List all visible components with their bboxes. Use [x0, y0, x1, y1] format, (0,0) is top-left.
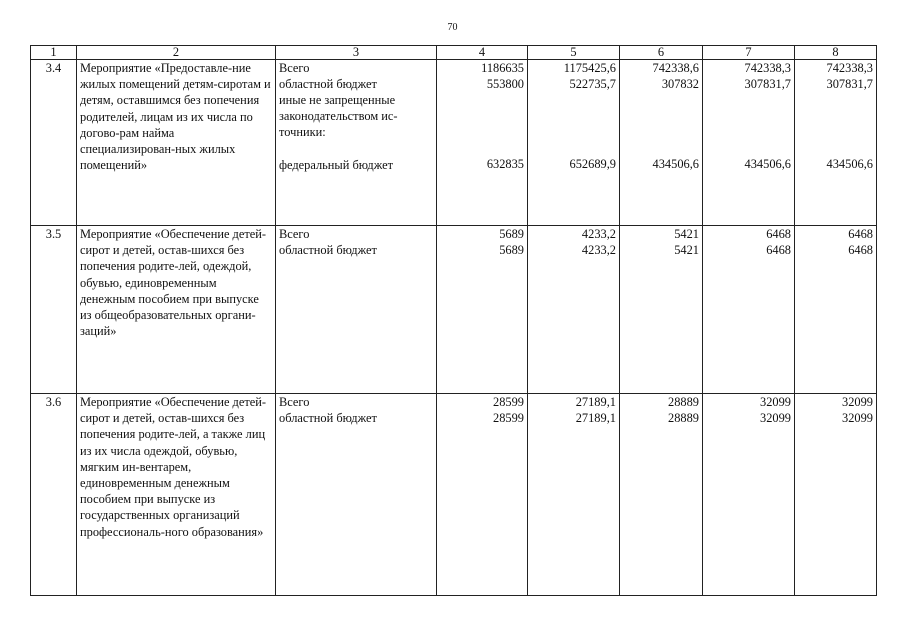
source-label: федеральный бюджет [279, 157, 394, 172]
value-cell: 6468 6468 [795, 226, 877, 394]
budget-table [30, 45, 877, 596]
source-label: областной бюджет [279, 77, 377, 91]
row-number: 3.6 [31, 394, 77, 596]
value-cell: 1186635 553800 632835 [437, 60, 528, 226]
row-number: 3.5 [31, 226, 77, 394]
value-cell: 742338,6 307832 434506,6 [620, 60, 703, 226]
header-cell: 7 [703, 46, 795, 60]
value-cell: 32099 32099 [703, 394, 795, 596]
source-label: иные не запрещенные законодательством ис-точники: [279, 93, 398, 140]
value-cell: 5689 5689 [437, 226, 528, 394]
header-cell: 2 [77, 46, 276, 60]
value-cell: 4233,2 4233,2 [528, 226, 620, 394]
header-cell: 1 [31, 46, 77, 60]
value-cell: 742338,3 307831,7 434506,6 [795, 60, 877, 226]
source-label: областной бюджет [279, 411, 377, 425]
value-cell: 1175425,6 522735,7 652689,9 [528, 60, 620, 226]
funding-sources-cell [276, 60, 437, 226]
page-number: 70 [447, 22, 458, 33]
source-label: Всего [279, 395, 310, 409]
funding-sources-cell [276, 394, 437, 596]
header-cell: 8 [795, 46, 877, 60]
source-label: Всего [279, 227, 310, 241]
funding-sources-cell [276, 226, 437, 394]
event-description: Мероприятие «Обеспечение детей-сирот и детей, остав-шихся без попечения родите-лей, а также лиц из их числа одеждой, обувью, мягким ин-вентарем, единовременным денежным пособием при выпуске из государственных организаций профессиональ-ного образования» [77, 394, 276, 596]
value-cell: 5421 5421 [620, 226, 703, 394]
table-row [31, 394, 877, 596]
table-header-row [31, 46, 877, 60]
source-label: областной бюджет [279, 243, 377, 257]
event-description: Мероприятие «Предоставле-ние жилых помещений детям-сиротам и детям, оставшимся без попечения родителей, лицам из их числа по догово-рам найма специализирован-ных жилых помещений» [77, 60, 276, 226]
event-description: Мероприятие «Обеспечение детей-сирот и детей, остав-шихся без попечения родите-лей, одеждой, обувью, единовременным денежным пособием при выпуске из общеобразовательных органи-заций» [77, 226, 276, 394]
value-cell: 32099 32099 [795, 394, 877, 596]
header-cell: 5 [528, 46, 620, 60]
value-cell: 6468 6468 [703, 226, 795, 394]
row-number: 3.4 [31, 60, 77, 226]
header-cell: 4 [437, 46, 528, 60]
value-cell: 28599 28599 [437, 394, 528, 596]
table-row [31, 226, 877, 394]
value-cell: 742338,3 307831,7 434506,6 [703, 60, 795, 226]
header-cell: 3 [276, 46, 437, 60]
table-row [31, 60, 877, 226]
value-cell: 27189,1 27189,1 [528, 394, 620, 596]
value-cell: 28889 28889 [620, 394, 703, 596]
header-cell: 6 [620, 46, 703, 60]
source-label: Всего [279, 61, 310, 75]
